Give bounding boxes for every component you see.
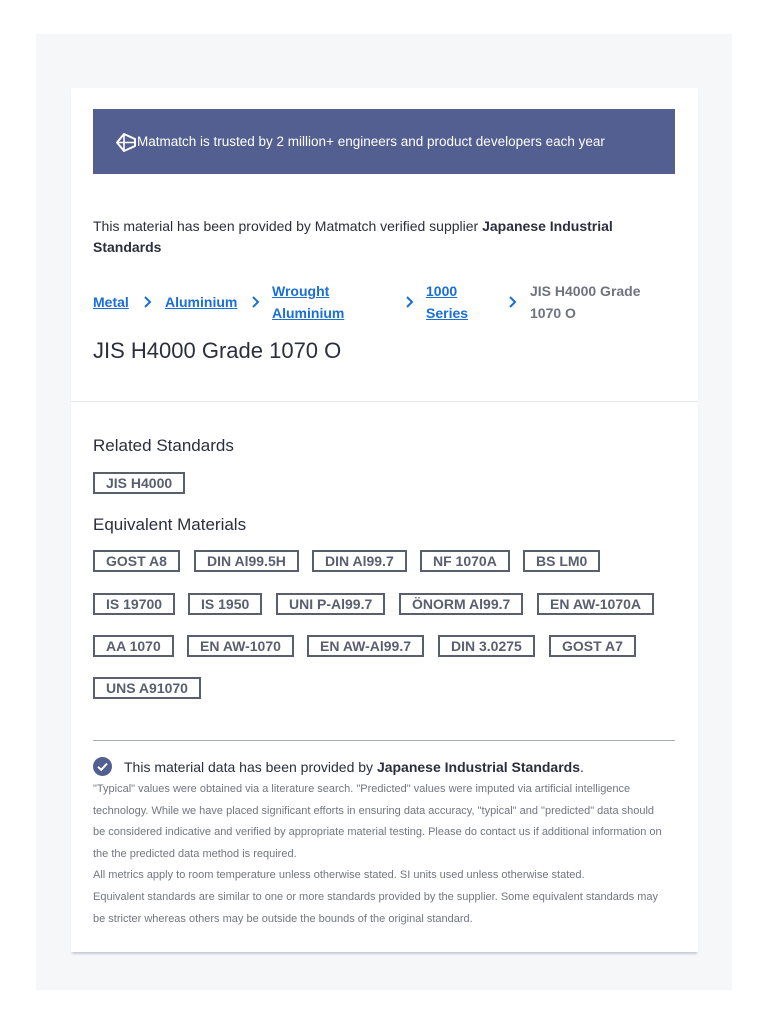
equivalent-chip[interactable]: IS 19700 (93, 593, 175, 615)
supplier-prefix: This material has been provided by Matmatch verified supplier (93, 218, 483, 234)
chevron-right-icon (251, 296, 261, 308)
breadcrumb-link-aluminium[interactable]: Aluminium (165, 294, 238, 310)
data-disclaimer (93, 779, 668, 930)
breadcrumb-label-line2: Aluminium (272, 305, 345, 321)
equivalent-chip[interactable]: DIN Al99.5H (194, 550, 299, 572)
banner-text: Matmatch is trusted by 2 million+ engineers and product developers each year (137, 134, 605, 149)
provided-by-prefix: This material data has been provided by (124, 759, 377, 775)
equivalent-chip[interactable]: AA 1070 (93, 635, 174, 657)
breadcrumb-current-line2: 1070 O (530, 305, 576, 321)
breadcrumb-link-wrought-aluminium[interactable] (272, 280, 344, 324)
equivalent-chip[interactable]: BS LM0 (523, 550, 600, 572)
supplier-line (93, 216, 653, 258)
breadcrumb-link-1000-series[interactable] (426, 280, 468, 324)
breadcrumb (93, 280, 675, 324)
equivalent-chip[interactable]: ÖNORM Al99.7 (399, 593, 523, 615)
provided-by-text (124, 756, 584, 778)
equivalent-chip[interactable]: NF 1070A (420, 550, 510, 572)
equivalent-chip[interactable]: DIN 3.0275 (438, 635, 535, 657)
equivalent-chip[interactable]: EN AW-1070 (187, 635, 294, 657)
page-title: JIS H4000 Grade 1070 O (93, 338, 342, 363)
provided-by-supplier: Japanese Industrial Standards (376, 759, 581, 775)
disclaimer-paragraph: "Typical" values were obtained via a literature search. "Predicted" values were imputed via artificial intelligence technology. While we have placed significant efforts in ensuring data accuracy, "typical" and "predicted" data should be considered indicative and verified by appropriate material testing. Please do contact us if additional information on the the predicted data method is required. (93, 783, 662, 860)
chevron-right-icon (508, 296, 518, 308)
breadcrumb-current (530, 280, 641, 324)
standard-chip[interactable]: JIS H4000 (93, 472, 185, 494)
supplier-name: Japanese Industrial Standards (93, 218, 613, 255)
check-circle-icon (93, 757, 112, 776)
notes-divider (93, 740, 675, 741)
equivalent-chip[interactable]: DIN Al99.7 (312, 550, 407, 572)
disclaimer-paragraph: All metrics apply to room temperature unless otherwise stated. SI units used unless otherwise stated. (93, 869, 585, 882)
matmatch-logo-icon (115, 131, 137, 153)
breadcrumb-current-line1: JIS H4000 Grade (530, 283, 641, 299)
provided-by-suffix: . (580, 759, 584, 775)
material-card (71, 88, 698, 952)
equivalent-chip[interactable]: EN AW-1070A (537, 593, 654, 615)
breadcrumb-label-line1: 1000 (426, 283, 458, 299)
chevron-right-icon (143, 296, 153, 308)
equivalent-chip[interactable]: UNI P-Al99.7 (276, 593, 385, 615)
equivalent-chip[interactable]: UNS A91070 (93, 677, 201, 699)
related-standards-heading: Related Standards (93, 436, 234, 455)
equivalent-chip[interactable]: GOST A8 (93, 550, 180, 572)
equivalent-chip[interactable]: EN AW-Al99.7 (307, 635, 424, 657)
breadcrumb-link-metal[interactable]: Metal (93, 294, 129, 310)
equivalent-chip[interactable]: GOST A7 (549, 635, 636, 657)
provided-by-line (93, 756, 675, 778)
trust-banner (93, 109, 675, 174)
chevron-right-icon (405, 296, 415, 308)
breadcrumb-label-line2: Series (426, 305, 469, 321)
equivalent-materials-heading: Equivalent Materials (93, 515, 247, 534)
section-divider (71, 401, 698, 402)
breadcrumb-label-line1: Wrought (272, 283, 330, 299)
equivalent-chip[interactable]: IS 1950 (188, 593, 262, 615)
disclaimer-paragraph: Equivalent standards are similar to one or more standards provided by the supplier. Some equivalent standards may be stricter whereas others may be outside the bounds of the original standard. (93, 890, 658, 925)
